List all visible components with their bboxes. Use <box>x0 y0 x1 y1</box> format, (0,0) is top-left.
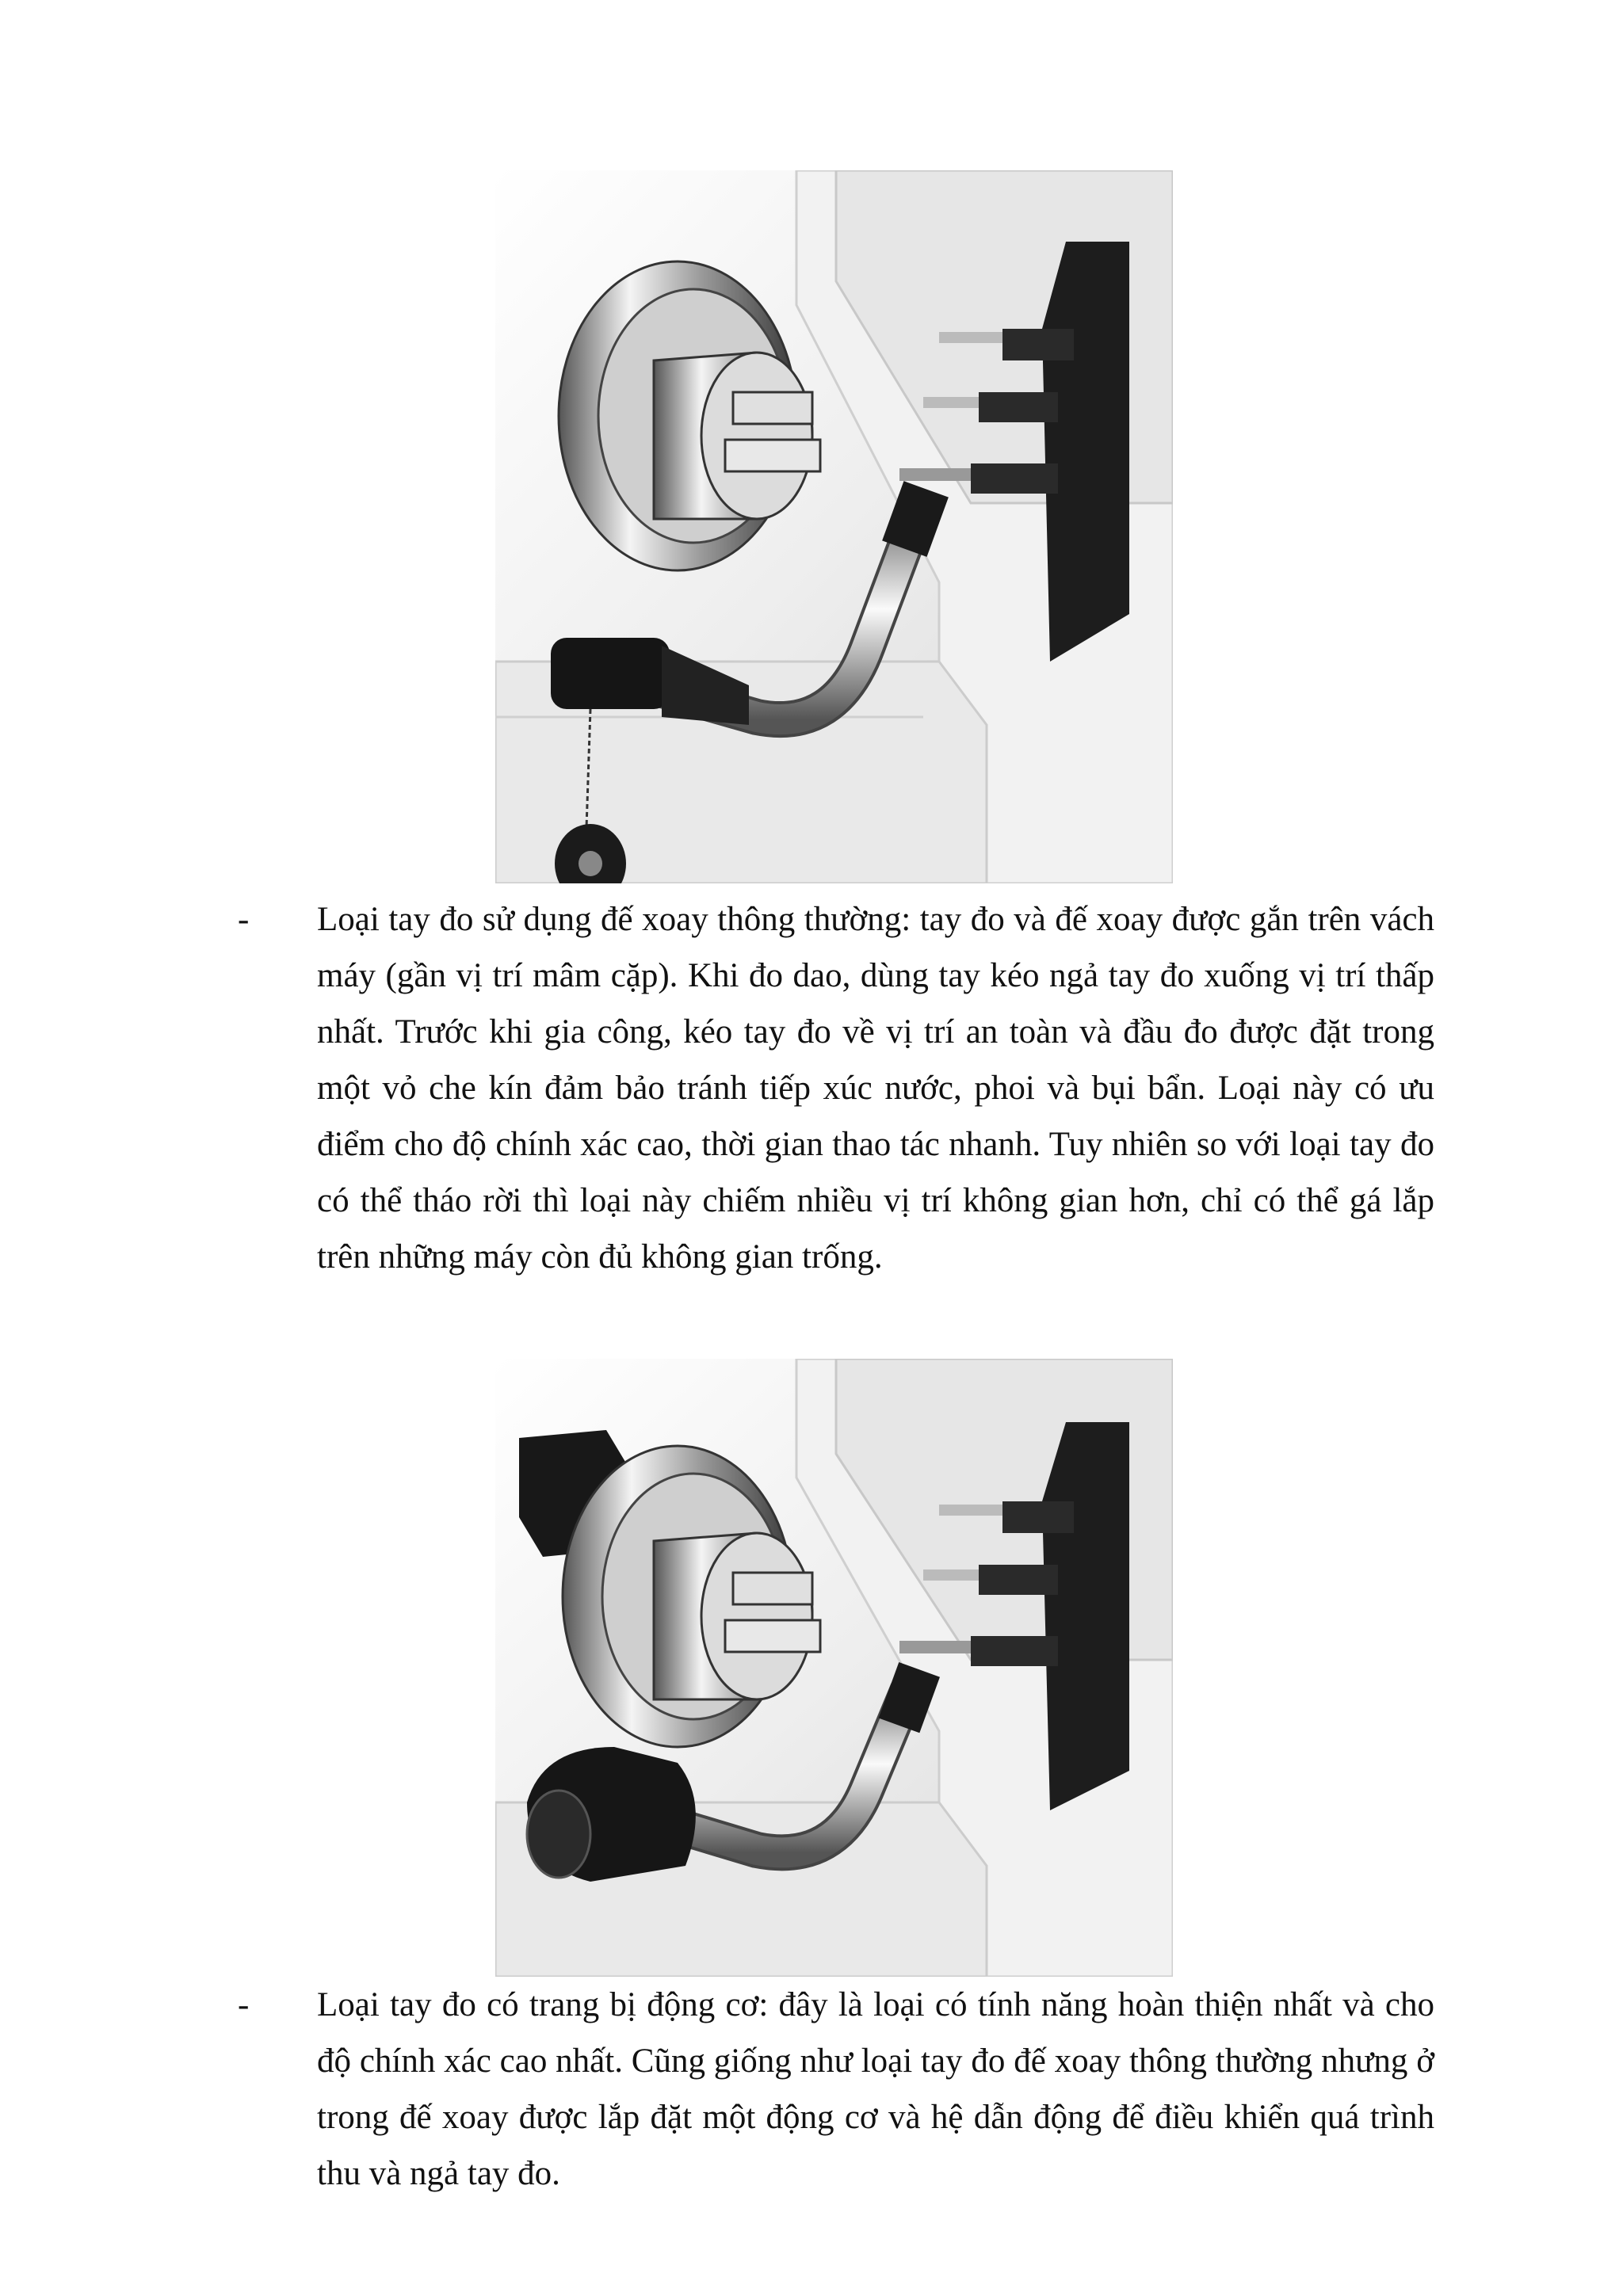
list-bullet: - <box>238 901 250 938</box>
paragraph-motorized-arm: Loại tay đo có trang bị động cơ: đây là loại có tính năng hoàn thiện nhất và cho độ chính xác cao nhất. Cũng giống như loại tay đo đế xoay thông thường nhưng ở trong đế xoay được lắp đặt một động cơ và hệ dẫn động để điều khiển quá trình thu và ngả tay đo. <box>317 1986 1434 2192</box>
paragraph-manual-arm: Loại tay đo sử dụng đế xoay thông thường: tay đo và đế xoay được gắn trên vách máy (gần vị trí mâm cặp). Khi đo dao, dùng tay kéo ngả tay đo xuống vị trí thấp nhất. Trước khi gia công, kéo tay đo về vị trí an toàn và đầu đo được đặt trong một vỏ che kín đảm bảo tránh tiếp xúc nước, phoi và bụi bẩn. Loại này có ưu điểm cho độ chính xác cao, thời gian thao tác nhanh. Tuy nhiên so với loại tay đo có thể tháo rời thì loại này chiếm nhiều vị trí không gian hơn, chỉ có thể gá lắp trên những máy còn đủ không gian trống. <box>317 901 1434 1276</box>
figure-manual-tool-setter-arm <box>495 170 1173 883</box>
figure-motorized-tool-setter-arm <box>495 1359 1173 1977</box>
list-bullet: - <box>238 1986 250 2023</box>
